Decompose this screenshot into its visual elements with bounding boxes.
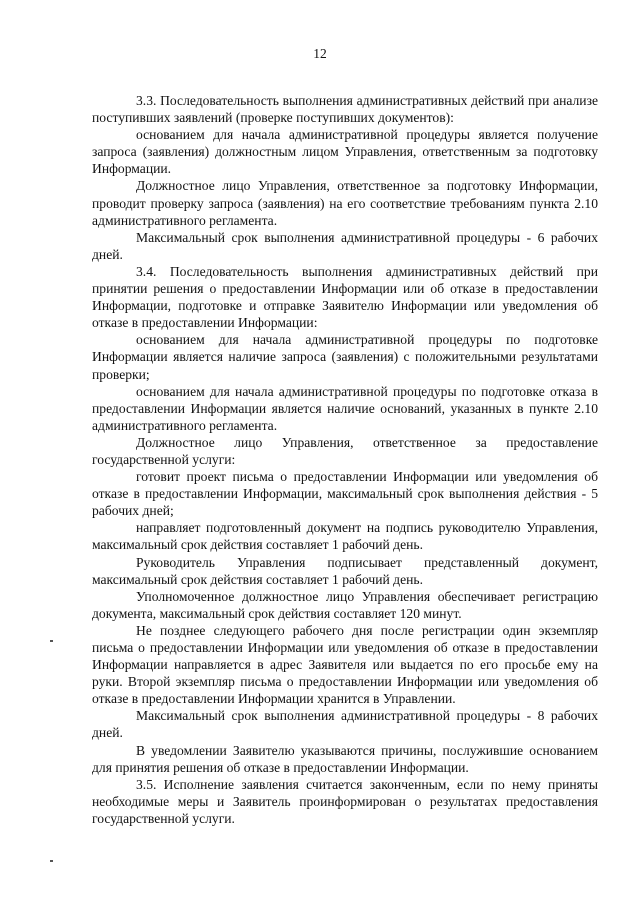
section-3-3-heading: 3.3. Последовательность выполнения административных действий при анализе поступивших заявлений (проверке поступивших документов): (92, 93, 598, 126)
paragraph: основанием для начала административной процедуры по подготовке отказа в предоставлении Информации является наличие оснований, указанных в пункте 2.10 административного регламента. (92, 383, 598, 433)
paragraph: Должностное лицо Управления, ответственное за предоставление государственной услуги: (92, 434, 598, 467)
paragraph: Руководитель Управления подписывает представленный документ, максимальный срок действия составляет 1 рабочий день. (92, 554, 598, 587)
paragraph: основанием для начала административной процедуры по подготовке Информации является наличие запроса (заявления) с положительными результатами проверки; (92, 332, 598, 382)
document-body (92, 92, 598, 827)
paragraph: направляет подготовленный документ на подпись руководителю Управления, максимальный срок действия составляет 1 рабочий день. (92, 520, 598, 553)
paragraph: В уведомлении Заявителю указываются причины, послужившие основанием для принятия решения об отказе в предоставлении Информации. (92, 742, 598, 775)
paragraph: основанием для начала административной процедуры является получение запроса (заявления) должностным лицом Управления, ответственным за подготовку Информации. (92, 127, 598, 177)
section-3-4-heading: 3.4. Последовательность выполнения административных действий при принятии решения о предоставлении Информации или об отказе в предоставлении Информации, подготовке и отправке Заявителю Информации или уведомления об отказе в предоставлении Информации: (92, 263, 598, 331)
paragraph: Максимальный срок выполнения административной процедуры - 8 рабочих дней. (92, 708, 598, 741)
scan-speck (50, 860, 53, 862)
paragraph: Не позднее следующего рабочего дня после регистрации один экземпляр письма о предоставлении Информации или уведомления об отказе в предоставлении Информации направляется в адрес Заявителя или выдается по его просьбе ему на руки. Второй экземпляр письма о предоставлении Информации или уведомления об отказе в предоставлении Информации хранится в Управлении. (92, 622, 598, 707)
paragraph: Максимальный срок выполнения административной процедуры - 6 рабочих дней. (92, 229, 598, 262)
scan-speck (50, 640, 53, 642)
page-number: 12 (313, 46, 327, 61)
paragraph: готовит проект письма о предоставлении Информации или уведомления об отказе в предоставлении Информации, максимальный срок выполнения действия - 5 рабочих дней; (92, 469, 598, 519)
paragraph: Уполномоченное должностное лицо Управления обеспечивает регистрацию документа, максимальный срок действия составляет 120 минут. (92, 588, 598, 621)
section-3-5-heading: 3.5. Исполнение заявления считается законченным, если по нему приняты необходимые меры и Заявитель проинформирован о результатах предоставления государственной услуги. (92, 776, 598, 826)
paragraph: Должностное лицо Управления, ответственное за подготовку Информации, проводит проверку запроса (заявления) на его соответствие требованиям пункта 2.10 административного регламента. (92, 178, 598, 228)
